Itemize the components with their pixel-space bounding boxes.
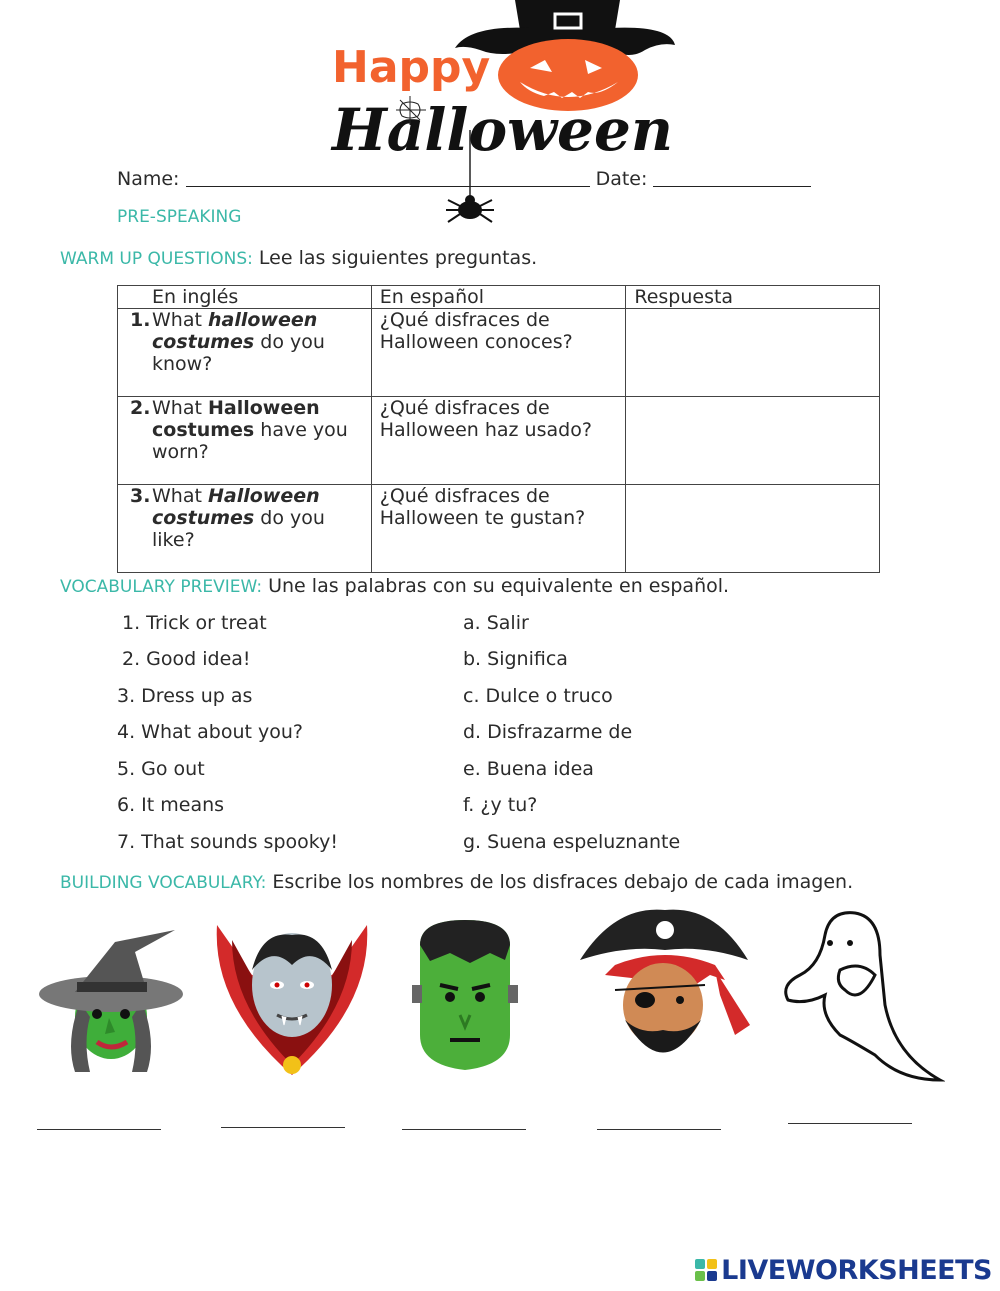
vocab-left-item: 4. What about you?: [117, 721, 303, 743]
building-vocab-label: BUILDING VOCABULARY:: [60, 873, 267, 893]
vocab-right-item: b. Significa: [463, 648, 568, 670]
date-label: Date:: [595, 168, 648, 190]
answer-blank[interactable]: [788, 1123, 912, 1124]
vocab-left-item: 7. That sounds spooky!: [117, 831, 338, 853]
question-en: [118, 309, 372, 397]
table-row: [118, 485, 880, 573]
question-emphasis: Halloween costumes: [152, 397, 320, 441]
vocab-left-item: 6. It means: [117, 794, 225, 816]
question-emphasis: halloween costumes: [152, 309, 318, 353]
question-en: [118, 485, 372, 573]
building-vocab-instruction: Escribe los nombres de los disfraces debajo de cada imagen.: [272, 871, 854, 893]
question-text: have you worn?: [152, 419, 348, 463]
vampire-icon: [212, 915, 372, 1080]
vocab-left-item: 1. Trick or treat: [122, 612, 267, 634]
frankenstein-icon: [410, 915, 520, 1075]
vocab-left-item: 5. Go out: [117, 758, 205, 780]
column-header: En español: [371, 286, 626, 309]
question-text: do you like?: [152, 507, 325, 551]
name-date-row: [117, 168, 811, 190]
svg-text:Happy: Happy: [332, 42, 491, 93]
vocab-left-item: 2. Good idea!: [122, 648, 251, 670]
question-es: ¿Qué disfraces de Halloween conoces?: [371, 309, 626, 397]
pirate-icon: [575, 905, 753, 1085]
answer-blank[interactable]: [221, 1127, 345, 1128]
building-vocab-heading: [60, 871, 853, 893]
witch-icon: [35, 922, 187, 1077]
question-text: What: [152, 485, 208, 507]
question-es: ¿Qué disfraces de Halloween te gustan?: [371, 485, 626, 573]
brand-name: LIVEWORKSHEETS: [721, 1254, 992, 1286]
question-es: ¿Qué disfraces de Halloween haz usado?: [371, 397, 626, 485]
column-header: En inglés: [118, 286, 372, 309]
happy-halloween-logo: [330, 0, 690, 230]
vocab-preview-heading: [60, 575, 729, 597]
answer-blank[interactable]: [37, 1129, 161, 1130]
answer-blank[interactable]: [402, 1129, 526, 1130]
liveworksheets-brand: [695, 1253, 992, 1287]
question-emphasis: Halloween costumes: [152, 485, 320, 529]
question-number: 3.: [130, 485, 151, 507]
question-number: 2.: [130, 397, 151, 419]
question-text: What: [152, 309, 208, 331]
answer-cell[interactable]: [626, 485, 880, 573]
column-header: Respuesta: [626, 286, 880, 309]
vocab-right-item: d. Disfrazarme de: [463, 721, 633, 743]
warm-up-table: [117, 285, 880, 573]
question-text: What: [152, 397, 208, 419]
vocab-preview-label: VOCABULARY PREVIEW:: [60, 577, 263, 597]
warm-up-instruction: Lee las siguientes preguntas.: [258, 247, 538, 269]
name-label: Name:: [117, 168, 180, 190]
vocab-right-item: e. Buena idea: [463, 758, 594, 780]
question-number: 1.: [130, 309, 151, 331]
answer-cell[interactable]: [626, 309, 880, 397]
warm-up-label: WARM UP QUESTIONS:: [60, 249, 253, 269]
warm-up-heading: [60, 247, 537, 269]
vocab-right-item: f. ¿y tu?: [463, 794, 538, 816]
pre-speaking-heading: PRE-SPEAKING: [117, 207, 242, 227]
vocab-right-item: a. Salir: [463, 612, 529, 634]
liveworksheets-logo-icon: [695, 1259, 717, 1281]
vocab-right-item: c. Dulce o truco: [463, 685, 613, 707]
answer-blank[interactable]: [597, 1129, 721, 1130]
ghost-icon: [780, 905, 945, 1090]
table-header-row: [118, 286, 880, 309]
table-row: [118, 397, 880, 485]
name-input-line[interactable]: [186, 168, 590, 187]
question-en: [118, 397, 372, 485]
vocab-right-item: g. Suena espeluznante: [463, 831, 681, 853]
svg-text:Halloween: Halloween: [332, 96, 674, 164]
date-input-line[interactable]: [653, 168, 811, 187]
answer-cell[interactable]: [626, 397, 880, 485]
vocab-left-item: 3. Dress up as: [117, 685, 253, 707]
table-row: [118, 309, 880, 397]
question-text: do you know?: [152, 331, 325, 375]
vocab-preview-instruction: Une las palabras con su equivalente en español.: [268, 575, 730, 597]
